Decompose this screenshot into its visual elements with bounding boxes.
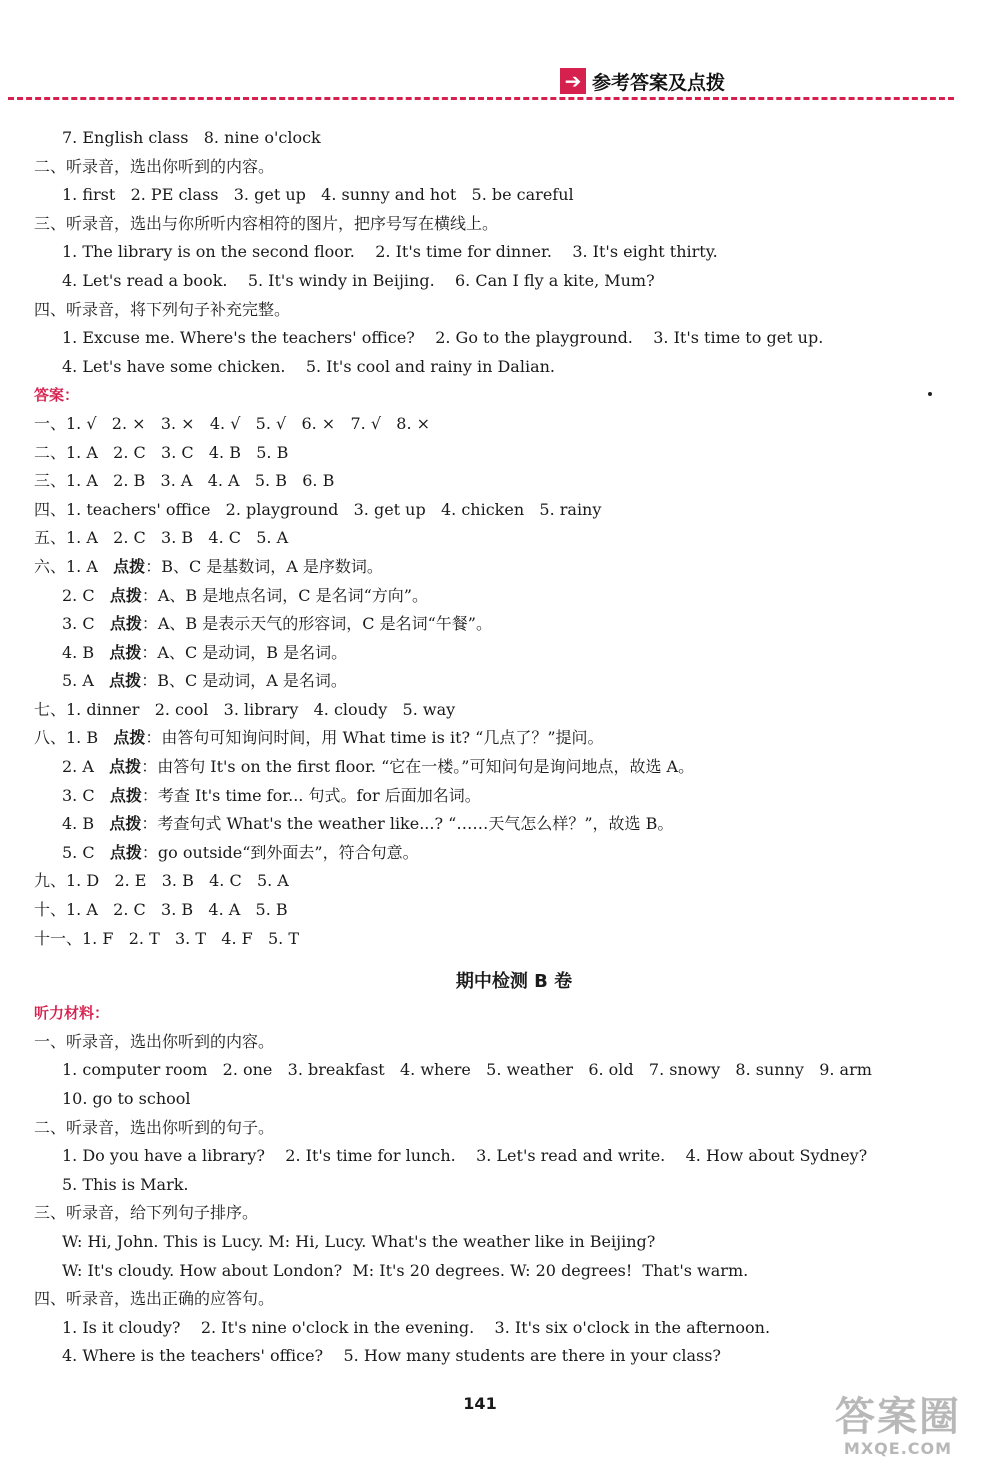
watermark-logo [800,1395,996,1467]
hint-label: 点拨 [109,614,142,634]
header-title: 参考答案及点拨 [592,71,726,94]
text-line: 1. computer room 2. one 3. breakfast 4. where 5. weather 6. old 7. snowy 8. sunny 9. arm [62,1060,872,1080]
hint-label: 点拨 [109,757,142,777]
text-line: 三、听录音，选出与你所听内容相符的图片，把序号写在横线上。 [34,213,499,233]
text-line: 一、听录音，选出你听到的内容。 [34,1031,275,1051]
text-line: 1. Do you have a library? 2. It's time for lunch. 3. Let's read and write. 4. How about Sydney? [62,1146,868,1166]
hint-label: 点拨 [109,671,142,691]
answer-text: 2. C [62,585,110,605]
answer-line [34,839,964,868]
answer-line [34,810,964,839]
answer-text: 3. C [62,785,110,805]
answer-text: 4. B [62,814,110,834]
hint-text: ：A、B 是地点名词，C 是名词“方向”。 [141,585,428,605]
hint-text: ：由答句可知询问时间，用 What time is it? “几点了？”提问。 [145,728,604,748]
text-line: 四、听录音，选出正确的应答句。 [34,1289,275,1309]
answer-text: 五、1. A 2. C 3. B 4. C 5. A [34,528,289,548]
answer-line [34,467,964,496]
hint-label: 点拨 [109,785,142,805]
answer-text: 一、1. √ 2. × 3. × 4. √ 5. √ 6. × 7. √ 8. × [34,413,431,433]
answer-text: 六、1. A [34,556,114,576]
answers-label-row [34,381,964,410]
answers-list [34,410,964,953]
answer-line [34,753,964,782]
hint-text: ：考查句式 What's the weather like...? “……天气怎么样？”，故选 B。 [141,814,674,834]
hint-text: ：go outside“到外面去”，符合句意。 [141,842,419,862]
answer-line [34,925,964,954]
listening-script-b [34,1028,964,1371]
hint-label: 点拨 [113,556,146,576]
answer-line [34,610,964,639]
answer-text: 5. A [62,671,110,691]
text-line: 7. English class 8. nine o'clock [62,128,321,147]
text-line: 三、听录音，给下列句子排序。 [34,1203,259,1223]
hint-label: 点拨 [109,585,142,605]
hint-label: 点拨 [113,728,146,748]
answer-text: 5. C [62,842,110,862]
answer-line [34,439,964,468]
text-line: 4. Let's read a book. 5. It's windy in Beijing. 6. Can I fly a kite, Mum? [62,270,655,290]
answer-text: 二、1. A 2. C 3. C 4. B 5. B [34,442,289,462]
answer-line [34,867,964,896]
answer-text: 九、1. D 2. E 3. B 4. C 5. A [34,871,289,891]
answer-text: 四、1. teachers' office 2. playground 3. get up 4. chicken 5. rainy [34,499,602,519]
answer-text: 3. C [62,614,110,634]
arrow-right-icon: ➔ [560,68,586,94]
answer-text: 4. B [62,642,110,662]
text-line: 4. Where is the teachers' office? 5. How many students are there in your class? [62,1346,721,1366]
answer-text: 七、1. dinner 2. cool 3. library 4. cloudy 5. way [34,699,456,719]
hint-text: ：考查 It's time for... 句式。for 后面加名词。 [141,785,481,805]
answer-line [34,410,964,439]
text-line: 1. Excuse me. Where's the teachers' office? 2. Go to the playground. 3. It's time to get up. [62,328,824,348]
text-line: 4. Let's have some chicken. 5. It's cool and rainy in Dalian. [62,356,555,376]
hint-text: ：由答句 It's on the first floor. “它在一楼。”可知问句是询问地点，故选 A。 [141,757,695,777]
listening-label: 听力材料： [34,1004,110,1023]
answers-label: 答案： [34,386,80,405]
answer-line [34,496,964,525]
answer-line [34,724,964,753]
text-line: 1. The library is on the second floor. 2. It's time for dinner. 3. It's eight thirty. [62,242,718,262]
hint-label: 点拨 [109,642,142,662]
answer-line [34,782,964,811]
page-header [560,66,725,96]
hint-text: ：A、C 是动词，B 是名词。 [141,642,348,662]
answer-text: 十一、1. F 2. T 3. T 4. F 5. T [34,928,300,948]
listening-label-row [34,999,964,1028]
answer-line [34,524,964,553]
answer-line [34,639,964,668]
answer-text: 八、1. B [34,728,114,748]
page-content [34,124,964,1371]
page-number: 141 [463,1394,497,1413]
answer-text: 十、1. A 2. C 3. B 4. A 5. B [34,900,288,920]
text-line: 四、听录音，将下列句子补充完整。 [34,299,291,319]
answer-line [34,582,964,611]
header-divider [8,97,954,100]
watermark-text: 答案圈 [835,1394,961,1440]
text-line: W: Hi, John. This is Lucy. M: Hi, Lucy. What's the weather like in Beijing? [62,1231,656,1251]
answer-line [34,667,964,696]
hint-text: ：A、B 是表示天气的形容词，C 是名词“午餐”。 [141,614,492,634]
text-line: W: It's cloudy. How about London? M: It's 20 degrees. W: 20 degrees! That's warm. [62,1260,749,1280]
section-title: 期中检测 B 卷 [455,971,573,993]
answer-line [34,896,964,925]
text-line: 10. go to school [62,1089,191,1108]
answer-text: 2. A [62,757,110,777]
text-line: 1. Is it cloudy? 2. It's nine o'clock in the evening. 3. It's six o'clock in the afternoon. [62,1317,771,1337]
hint-label: 点拨 [109,842,142,862]
answer-line [34,696,964,725]
text-line: 二、听录音，选出你听到的内容。 [34,156,275,176]
listening-script-a [34,124,964,381]
hint-text: ：B、C 是基数词，A 是序数词。 [145,556,383,576]
watermark-url: MXQE.COM [843,1439,953,1458]
text-line: 5. This is Mark. [62,1174,189,1194]
hint-label: 点拨 [109,814,142,834]
text-line: 1. first 2. PE class 3. get up 4. sunny and hot 5. be careful [62,185,574,205]
answer-line [34,553,964,582]
answer-text: 三、1. A 2. B 3. A 4. A 5. B 6. B [34,471,335,491]
text-line: 二、听录音，选出你听到的句子。 [34,1117,275,1137]
hint-text: ：B、C 是动词，A 是名词。 [141,671,347,691]
